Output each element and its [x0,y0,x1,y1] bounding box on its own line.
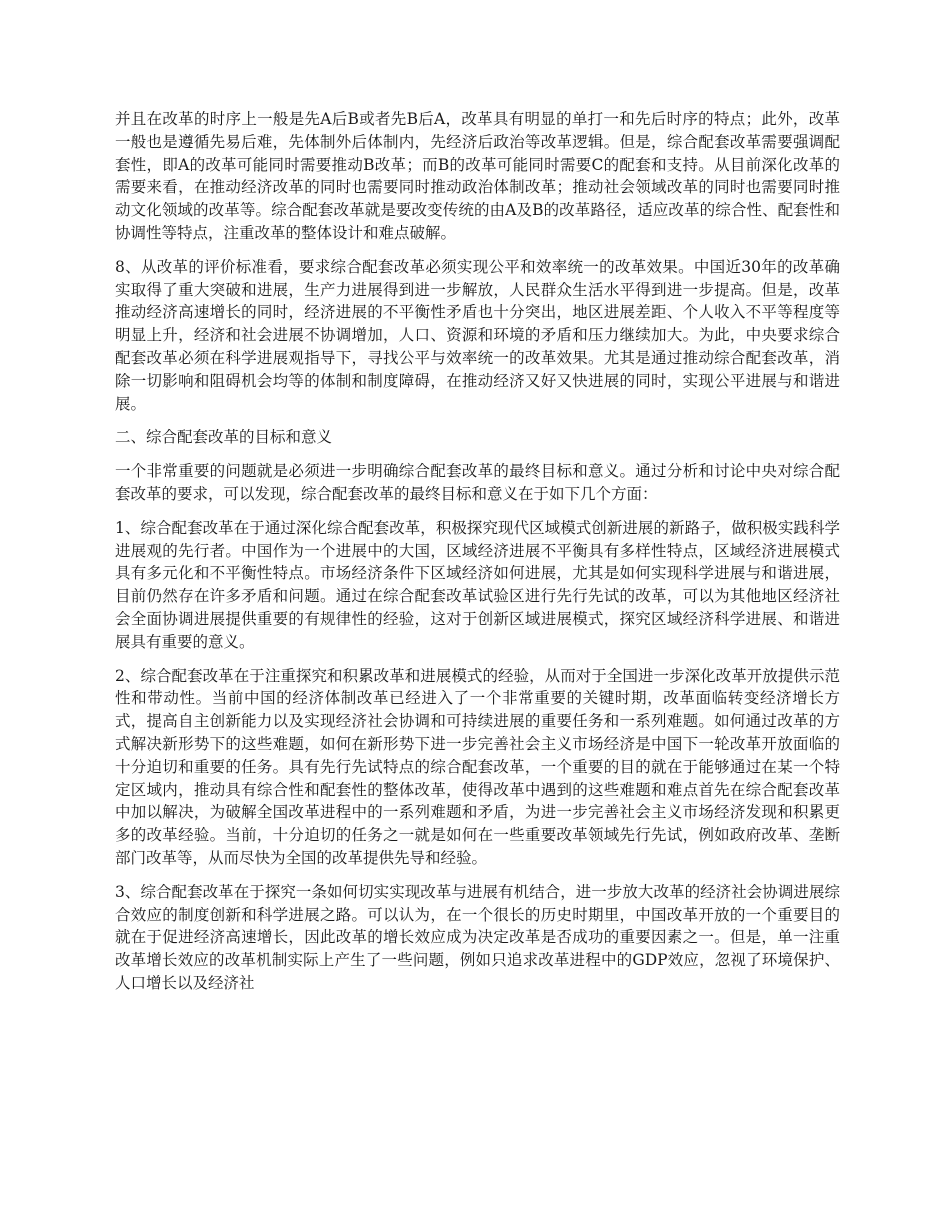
paragraph-goals-intro: 一个非常重要的问题就是必须进一步明确综合配套改革的最终目标和意义。通过分析和讨论中央对综合配套改革的要求，可以发现，综合配套改革的最终目标和意义在于如下几个方面： [115,462,840,503]
paragraph-goal-1: 1、综合配套改革在于通过深化综合配套改革，积极探究现代区域模式创新进展的新路子，做积极实践科学进展观的先行者。中国作为一个进展中的大国，区域经济进展不平衡具有多样性特点，区域经济进展模式具有多元化和不平衡性特点。市场经济条件下区域经济如何进展，尤其是如何实现科学进展与和谐进展，目前仍然存在许多矛盾和问题。通过在综合配套改革试验区进行先行先试的改革，可以为其他地区经济社会全面协调进展提供重要的有规律性的经验，这对于创新区域进展模式，探究区域经济科学进展、和谐进展具有重要的意义。 [115,518,840,651]
document-body [115,108,840,1006]
paragraph-reform-sequence: 并且在改革的时序上一般是先A后B或者先B后A，改革具有明显的单打一和先后时序的特点；此外，改革一般也是遵循先易后难，先体制外后体制内，先经济后政治等改革逻辑。但是，综合配套改革需要强调配套性，即A的改革可能同时需要推动B改革；而B的改革可能同时需要C的配套和支持。从目前深化改革的需要来看，在推动经济改革的同时也需要同时推动政治体制改革；推动社会领域改革的同时也需要同时推动文化领域的改革等。综合配套改革就是要改变传统的由A及B的改革路径，适应改革的综合性、配套性和协调性等特点，注重改革的整体设计和难点破解。 [115,110,840,242]
paragraph-evaluation-standard: 8、从改革的评价标准看，要求综合配套改革必须实现公平和效率统一的改革效果。中国近30年的改革确实取得了重大突破和进展，生产力进展得到进一步解放，人民群众生活水平得到进一步提高。但是，改革推动经济高速增长的同时，经济进展的不平衡性矛盾也十分突出，地区进展差距、个人收入不平等程度等明显上升，经济和社会进展不协调增加，人口、资源和环境的矛盾和压力继续加大。为此，中央要求综合配套改革必须在科学进展观指导下，寻找公平与效率统一的改革效果。尤其是通过推动综合配套改革，消除一切影响和阻碍机会均等的体制和制度障碍，在推动经济又好又快进展的同时，实现公平进展与和谐进展。 [115,257,840,413]
paragraph-goal-2: 2、综合配套改革在于注重探究和积累改革和进展模式的经验，从而对于全国进一步深化改革开放提供示范性和带动性。当前中国的经济体制改革已经进入了一个非常重要的关键时期，改革面临转变经济增长方式，提高自主创新能力以及实现经济社会协调和可持续进展的重要任务和一系列难题。如何通过改革的方式解决新形势下的这些难题，如何在新形势下进一步完善社会主义市场经济是中国下一轮改革开放面临的十分迫切和重要的任务。具有先行先试特点的综合配套改革，一个重要的目的就在于能够通过在某一个特定区域内，推动具有综合性和配套性的整体改革，使得改革中遇到的这些难题和难点首先在综合配套改革中加以解决，为破解全国改革进程中的一系列难题和矛盾，为进一步完善社会主义市场经济发现和积累更多的改革经验。当前，十分迫切的任务之一就是如何在一些重要改革领域先行先试，例如政府改革、垄断部门改革等，从而尽快为全国的改革提供先导和经验。 [115,666,840,867]
paragraph-goal-3: 3、综合配套改革在于探究一条如何切实实现改革与进展有机结合，进一步放大改革的经济社会协调进展综合效应的制度创新和科学进展之路。可以认为，在一个很长的历史时期里，中国改革开放的一个重要目的就在于促进经济高速增长，因此改革的增长效应成为决定改革是否成功的重要因素之一。但是，单一注重改革增长效应的改革机制实际上产生了一些问题，例如只追求改革进程中的GDP效应，忽视了环境保护、人口增长以及经济社 [115,882,840,992]
section-heading-goals: 二、综合配套改革的目标和意义 [115,428,333,447]
